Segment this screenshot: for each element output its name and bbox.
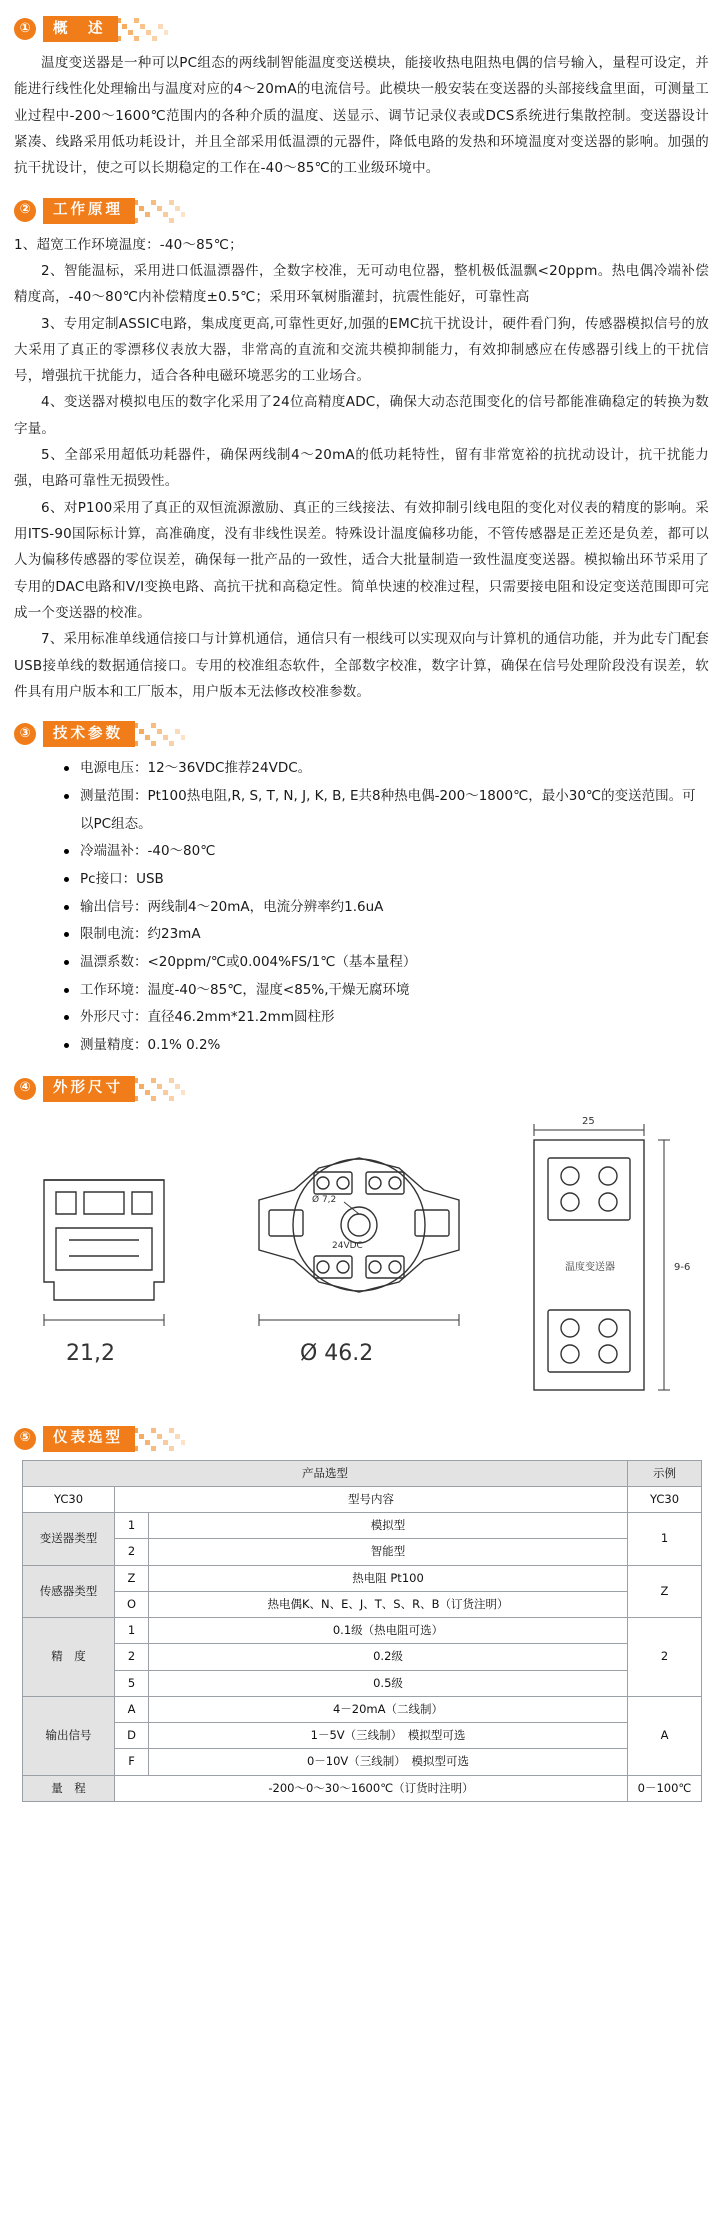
- list-item: 温漂系数：<20ppm/℃或0.004%FS/1℃（基本量程）: [78, 949, 709, 977]
- table-row: [23, 1591, 702, 1617]
- inner-voltage-label: 24VDC: [332, 1240, 363, 1251]
- option-desc: 0.1级（热电阻可选）: [149, 1618, 628, 1644]
- datasheet-page: [0, 14, 723, 1822]
- table-row: [23, 1539, 702, 1565]
- list-item: 冷端温补：-40～80℃: [78, 838, 709, 866]
- group-name-sensor-type: 传感器类型: [23, 1565, 115, 1618]
- list-item: Pc接口：USB: [78, 866, 709, 894]
- paragraph: 7、采用标准单线通信接口与计算机通信，通信只有一根线可以实现双向与计算机的通信功能，并为此专门配套USB接单线的数据通信接口。专用的校准组态软件，全部数字校准，数字计算，确保在信号处理阶段没有误差，软件具有用户版本和工厂版本，用户版本无法修改校准参数。: [14, 631, 709, 700]
- group-name-transmitter-type: 变送器类型: [23, 1513, 115, 1566]
- option-code: Z: [115, 1565, 149, 1591]
- option-desc: 热电偶K、N、E、J、T、S、R、B（订货注明）: [149, 1591, 628, 1617]
- section-body-principle: [14, 232, 709, 706]
- list-item: 工作环境：温度-40～85℃，湿度<85%,干燥无腐环境: [78, 977, 709, 1005]
- list-item: 测量精度：0.1% 0.2%: [78, 1032, 709, 1060]
- option-code: 1: [115, 1618, 149, 1644]
- option-desc: 智能型: [149, 1539, 628, 1565]
- option-desc: 0－10V（三线制） 模拟型可选: [149, 1749, 628, 1775]
- model-code: YC30: [23, 1486, 115, 1512]
- group-name-output-signal: 输出信号: [23, 1696, 115, 1775]
- table-header-row: [23, 1460, 702, 1486]
- section-title-2: 工作原理: [43, 198, 135, 224]
- paragraph: 3、专用定制ASSIC电路，集成度更高,可靠性更好,加强的EMC抗干扰设计，硬件看门狗，传感器模拟信号的放大采用了真正的零漂移仪表放大器，非常高的直流和交流共模抑制能力，有效抑制感应在传感器引线上的干扰信号，增强抗干扰能力，适合各种电磁环境恶劣的工业场合。: [14, 315, 709, 385]
- section-title-1: 概 述: [43, 16, 118, 42]
- paragraph: 4、变送器对模拟电压的数字化采用了24位高精度ADC，确保大动态范围变化的信号都能准确稳定的转换为数字量。: [14, 394, 709, 437]
- table-row: [23, 1696, 702, 1722]
- option-code: D: [115, 1723, 149, 1749]
- model-example: YC30: [628, 1486, 702, 1512]
- option-code: A: [115, 1696, 149, 1722]
- section-number-3: ③: [14, 723, 36, 745]
- section-title-wrap-3: [43, 721, 185, 747]
- section-number-1: ①: [14, 18, 36, 40]
- section-title-3: 技术参数: [43, 721, 135, 747]
- dimension-drawing-svg: [14, 1110, 709, 1410]
- section-heading-selection: [14, 1424, 709, 1454]
- table-row: [23, 1513, 702, 1539]
- section-title-wrap-4: [43, 1076, 185, 1102]
- option-code: F: [115, 1749, 149, 1775]
- table-row: [23, 1486, 702, 1512]
- option-code: 2: [115, 1539, 149, 1565]
- table-row: [23, 1749, 702, 1775]
- list-item: 电源电压：12～36VDC推荐24VDC。: [78, 755, 709, 783]
- option-code: 1: [115, 1513, 149, 1539]
- list-item: 限制电流：约23mA: [78, 921, 709, 949]
- section-title-4: 外形尺寸: [43, 1076, 135, 1102]
- table-row: [23, 1565, 702, 1591]
- section-decor-5: [133, 1426, 185, 1452]
- section-decor-1: [116, 16, 168, 42]
- option-desc: 0.5级: [149, 1670, 628, 1696]
- section-title-wrap-5: [43, 1426, 185, 1452]
- table-row: [23, 1775, 702, 1801]
- section-number-4: ④: [14, 1078, 36, 1100]
- section-body-overview: [14, 50, 709, 182]
- table-head: [23, 1460, 702, 1486]
- list-item: 输出信号：两线制4～20mA，电流分辨率约1.6uA: [78, 894, 709, 922]
- selection-table: [22, 1460, 702, 1802]
- group-example: 1: [628, 1513, 702, 1566]
- section-title-wrap-2: [43, 198, 185, 224]
- range-example: 0－100℃: [628, 1775, 702, 1801]
- right-height-label: 9-6: [674, 1261, 691, 1273]
- table-body: [23, 1486, 702, 1801]
- paragraph: 2、智能温标，采用进口低温漂器件，全数字校准，无可动电位器，整机极低温飘<20ppm。热电偶冷端补偿精度高，-40～80℃内补偿精度±0.5℃；采用环氧树脂灌封，抗震性能好，可靠性高: [14, 262, 709, 306]
- table-row: [23, 1618, 702, 1644]
- list-item: 测量范围：Pt100热电阻,R, S, T, N, J, K, B, E共8种热电偶-200～1800℃，最小30℃的变送范围。可以PC组态。: [78, 783, 709, 838]
- paragraph: 6、对P100采用了真正的双恒流源激励、真正的三线接法、有效抑制引线电阻的变化对仪表的精度的影响。采用ITS-90国际标计算，高准确度，没有非线性误差。特殊设计温度偏移功能，不管传感器是正差还是负差，都可以人为偏移传感器的零位误差，确保每一批产品的一致性，适合大批量制造一致性温度变送器。模拟输出环节采用了专用的DAC电路和V/I变换电路、高抗干扰和高稳定性。简单快速的校准过程，只需要接电阻和设定变送范围即可完成一个变送器的校准。: [14, 499, 709, 621]
- option-desc: 1－5V（三线制） 模拟型可选: [149, 1723, 628, 1749]
- section-decor-3: [133, 721, 185, 747]
- paragraph: 温度变送器是一种可以PC组态的两线制智能温度变送模块，能接收热电阻热电偶的信号输入，量程可设定，并能进行线性化处理输出与温度对应的4～20mA的电流信号。此模块一般安装在变送器的头部接线盒里面，可测量工业过程中-200～1600℃范围内的各种介质的温度、送显示、调节记录仪表或DCS系统进行集散控制。变送器设计紧凑、线路采用低功耗设计，并且全部采用低温漂的元器件，降低电路的发热和环境温度对变送器的影响。加强的抗干扰设计，使之可以长期稳定的工作在-40～85℃的工业级环境中。: [14, 55, 709, 177]
- table-row: [23, 1723, 702, 1749]
- right-center-text: 温度变送器: [565, 1261, 615, 1273]
- list-item: 外形尺寸：直径46.2mm*21.2mm圆柱形: [78, 1004, 709, 1032]
- group-name-accuracy: 精 度: [23, 1618, 115, 1697]
- group-example: 2: [628, 1618, 702, 1697]
- section-heading-overview: [14, 14, 709, 44]
- group-example: A: [628, 1696, 702, 1775]
- section-title-5: 仪表选型: [43, 1426, 135, 1452]
- spec-list: [14, 755, 709, 1059]
- section-heading-principle: [14, 196, 709, 226]
- option-desc: 0.2级: [149, 1644, 628, 1670]
- section-title-wrap-1: [43, 16, 168, 42]
- column-header-product: 产品选型: [23, 1460, 628, 1486]
- section-heading-specs: [14, 719, 709, 749]
- option-code: 2: [115, 1644, 149, 1670]
- option-code: 5: [115, 1670, 149, 1696]
- group-example: Z: [628, 1565, 702, 1618]
- section-heading-dimensions: [14, 1074, 709, 1104]
- model-desc: 型号内容: [115, 1486, 628, 1512]
- group-name-range: 量 程: [23, 1775, 115, 1801]
- left-width-label: 21,2: [66, 1340, 115, 1366]
- table-row: [23, 1644, 702, 1670]
- dimension-drawing: [14, 1110, 709, 1410]
- option-desc: 模拟型: [149, 1513, 628, 1539]
- right-top-label: 25: [582, 1115, 595, 1127]
- paragraph: 1、超宽工作环境温度：-40～85℃；: [14, 236, 243, 253]
- option-desc: 4－20mA（二线制）: [149, 1696, 628, 1722]
- diameter-label: Ø 46.2: [300, 1340, 374, 1366]
- option-desc: 热电阻 Pt100: [149, 1565, 628, 1591]
- option-code: O: [115, 1591, 149, 1617]
- section-decor-4: [133, 1076, 185, 1102]
- inner-hole-label: Ø 7,2: [312, 1194, 337, 1205]
- section-decor-2: [133, 198, 185, 224]
- range-desc: -200～0～30～1600℃（订货时注明）: [115, 1775, 628, 1801]
- table-row: [23, 1670, 702, 1696]
- section-number-2: ②: [14, 200, 36, 222]
- paragraph: 5、全部采用超低功耗器件，确保两线制4～20mA的低功耗特性，留有非常宽裕的抗扰动设计，抗干扰能力强，电路可靠性无损毁性。: [14, 447, 709, 490]
- section-number-5: ⑤: [14, 1428, 36, 1450]
- column-header-example: 示例: [628, 1460, 702, 1486]
